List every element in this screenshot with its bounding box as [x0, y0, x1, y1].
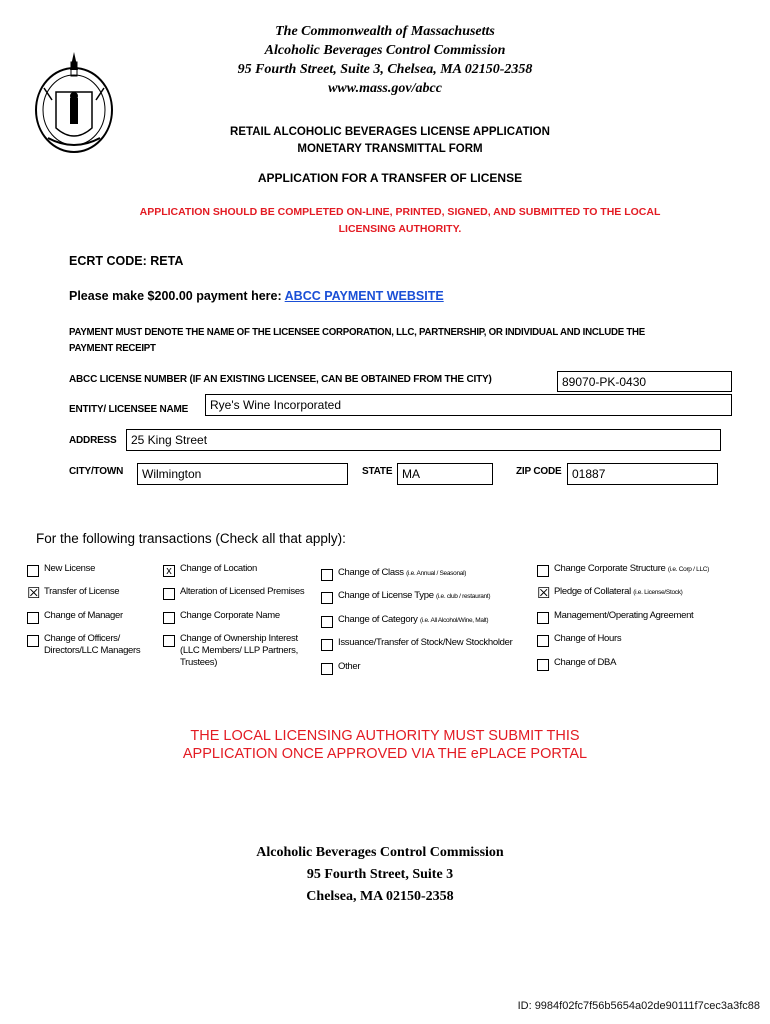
address-label: ADDRESS	[69, 435, 117, 446]
transaction-label	[44, 563, 95, 575]
footer-street: 95 Fourth Street, Suite 3	[306, 867, 454, 882]
transaction-label	[338, 590, 490, 603]
address-input[interactable]: 25 King Street	[126, 429, 721, 451]
transaction-label-text: Alteration of Licensed Premises	[180, 586, 305, 597]
transaction-label-text: Other	[338, 661, 361, 672]
commission-title: Alcoholic Beverages Control Commission	[264, 43, 506, 58]
eplace-notice-line2: APPLICATION ONCE APPROVED VIA THE ePLACE PORTAL	[182, 746, 588, 762]
transaction-checkbox[interactable]: x	[163, 565, 175, 577]
transaction-label-text: Change of Ownership Interest (LLC Members/ LLP Partners, Trustees)	[180, 633, 298, 668]
transaction-checkbox[interactable]	[27, 635, 39, 647]
transaction-checkbox[interactable]	[537, 635, 549, 647]
transaction-checkbox[interactable]	[321, 592, 333, 604]
transaction-checkbox[interactable]	[321, 616, 333, 628]
transaction-label-text: Issuance/Transfer of Stock/New Stockholder	[338, 637, 513, 648]
zip-input[interactable]: 01887	[567, 463, 718, 485]
transaction-checkbox[interactable]	[537, 612, 549, 624]
transaction-label	[180, 563, 257, 575]
transaction-label	[554, 610, 693, 622]
transaction-label-text: Change of Manager	[44, 610, 123, 621]
transactions-heading: For the following transactions (Check all that apply):	[36, 531, 346, 546]
eplace-notice-line1: THE LOCAL LICENSING AUTHORITY MUST SUBMIT THIS	[190, 728, 580, 744]
transaction-label-note: (i.e. Annual / Seasonal)	[406, 570, 467, 577]
transaction-label-note: (i.e. All Alcohol/Wine, Malt)	[419, 617, 489, 624]
notice-line1: APPLICATION SHOULD BE COMPLETED ON-LINE, PRINTED, SIGNED, AND SUBMITTED TO THE LOCAL	[139, 206, 661, 218]
transaction-label	[554, 586, 683, 599]
state-label: STATE	[362, 466, 393, 477]
payment-note-line1: PAYMENT MUST DENOTE THE NAME OF THE LICENSEE CORPORATION, LLC, PARTNERSHIP, OR INDIVIDUAL AND INCLUDE THE	[69, 327, 646, 338]
footer-commission: Alcoholic Beverages Control Commission	[256, 845, 504, 860]
commonwealth-title: The Commonwealth of Massachusetts	[275, 24, 495, 39]
payment-instruction	[69, 289, 444, 303]
transaction-label	[338, 661, 360, 673]
transaction-checkbox[interactable]	[321, 569, 333, 581]
transaction-checkbox[interactable]	[163, 588, 175, 600]
transaction-label-note: (i.e. club / restaurant)	[436, 593, 491, 600]
transaction-label-text: Change of Class	[338, 567, 407, 578]
transaction-label	[554, 563, 709, 576]
payment-link[interactable]: ABCC PAYMENT WEBSITE	[284, 289, 444, 303]
application-type: APPLICATION FOR A TRANSFER OF LICENSE	[257, 171, 523, 185]
transaction-checkbox[interactable]	[27, 612, 39, 624]
transaction-checkbox[interactable]	[321, 639, 333, 651]
commission-website: www.mass.gov/abcc	[328, 81, 442, 96]
transaction-label-text: Change of Location	[180, 563, 257, 574]
transaction-checkbox[interactable]: ☒	[27, 585, 41, 602]
transaction-label	[554, 657, 616, 669]
footer-city: Chelsea, MA 02150-2358	[306, 889, 454, 904]
transaction-checkbox[interactable]: ☒	[537, 585, 551, 602]
payment-note-line2: PAYMENT RECEIPT	[69, 343, 156, 354]
form-title: RETAIL ALCOHOLIC BEVERAGES LICENSE APPLICATION	[230, 126, 550, 138]
transaction-label-text: Transfer of License	[44, 586, 120, 597]
transaction-checkbox[interactable]	[163, 635, 175, 647]
transaction-checkbox[interactable]	[537, 659, 549, 671]
seal-icon	[30, 48, 118, 156]
entity-name-label: ENTITY/ LICENSEE NAME	[69, 404, 189, 415]
transaction-label	[44, 586, 119, 598]
transaction-label	[338, 567, 466, 580]
document-id: ID: 9984f02fc7f56b5654a02de90111f7cec3a3fc88	[517, 1000, 760, 1012]
transaction-label	[44, 633, 140, 657]
payment-text: Please make $200.00 payment here:	[69, 289, 285, 303]
license-number-label: ABCC LICENSE NUMBER (IF AN EXISTING LICENSEE, CAN BE OBTAINED FROM THE CITY)	[69, 374, 492, 385]
transaction-checkbox[interactable]	[163, 612, 175, 624]
transaction-label-text: New License	[44, 563, 96, 574]
transaction-label	[338, 637, 513, 649]
transaction-checkbox[interactable]	[321, 663, 333, 675]
transaction-label-text: Change Corporate Structure	[554, 563, 668, 574]
commission-address: 95 Fourth Street, Suite 3, Chelsea, MA 02150-2358	[237, 62, 533, 77]
transaction-label-text: Change of Officers/ Directors/LLC Managers	[44, 633, 141, 656]
state-input[interactable]: MA	[397, 463, 493, 485]
entity-name-input[interactable]: Rye's Wine Incorporated	[205, 394, 732, 416]
transaction-label	[44, 610, 123, 622]
ecrt-code: ECRT CODE: RETA	[69, 254, 184, 268]
notice-line2: LICENSING AUTHORITY.	[338, 223, 462, 235]
transaction-label-text: Management/Operating Agreement	[554, 610, 694, 621]
city-input[interactable]: Wilmington	[137, 463, 348, 485]
transaction-checkbox[interactable]	[27, 565, 39, 577]
license-number-input[interactable]: 89070-PK-0430	[557, 371, 732, 392]
transaction-label-text: Change Corporate Name	[180, 610, 280, 621]
transaction-label	[180, 633, 298, 669]
transaction-label-note: (i.e. Corp / LLC)	[667, 566, 710, 573]
transaction-label	[338, 614, 488, 627]
transaction-label	[180, 586, 304, 598]
transaction-label	[180, 610, 280, 622]
transaction-label-text: Change of Hours	[554, 633, 622, 644]
zip-label: ZIP CODE	[516, 466, 562, 477]
transaction-label	[554, 633, 621, 645]
transaction-checkbox[interactable]	[537, 565, 549, 577]
form-subtitle: MONETARY TRANSMITTAL FORM	[297, 143, 483, 155]
city-label: CITY/TOWN	[69, 466, 124, 477]
transaction-label-text: Pledge of Collateral	[554, 586, 634, 597]
transaction-label-text: Change of DBA	[554, 657, 617, 668]
transaction-label-text: Change of License Type	[338, 590, 437, 601]
transaction-label-text: Change of Category	[338, 614, 420, 625]
transaction-label-note: (i.e. License/Stock)	[633, 589, 683, 596]
